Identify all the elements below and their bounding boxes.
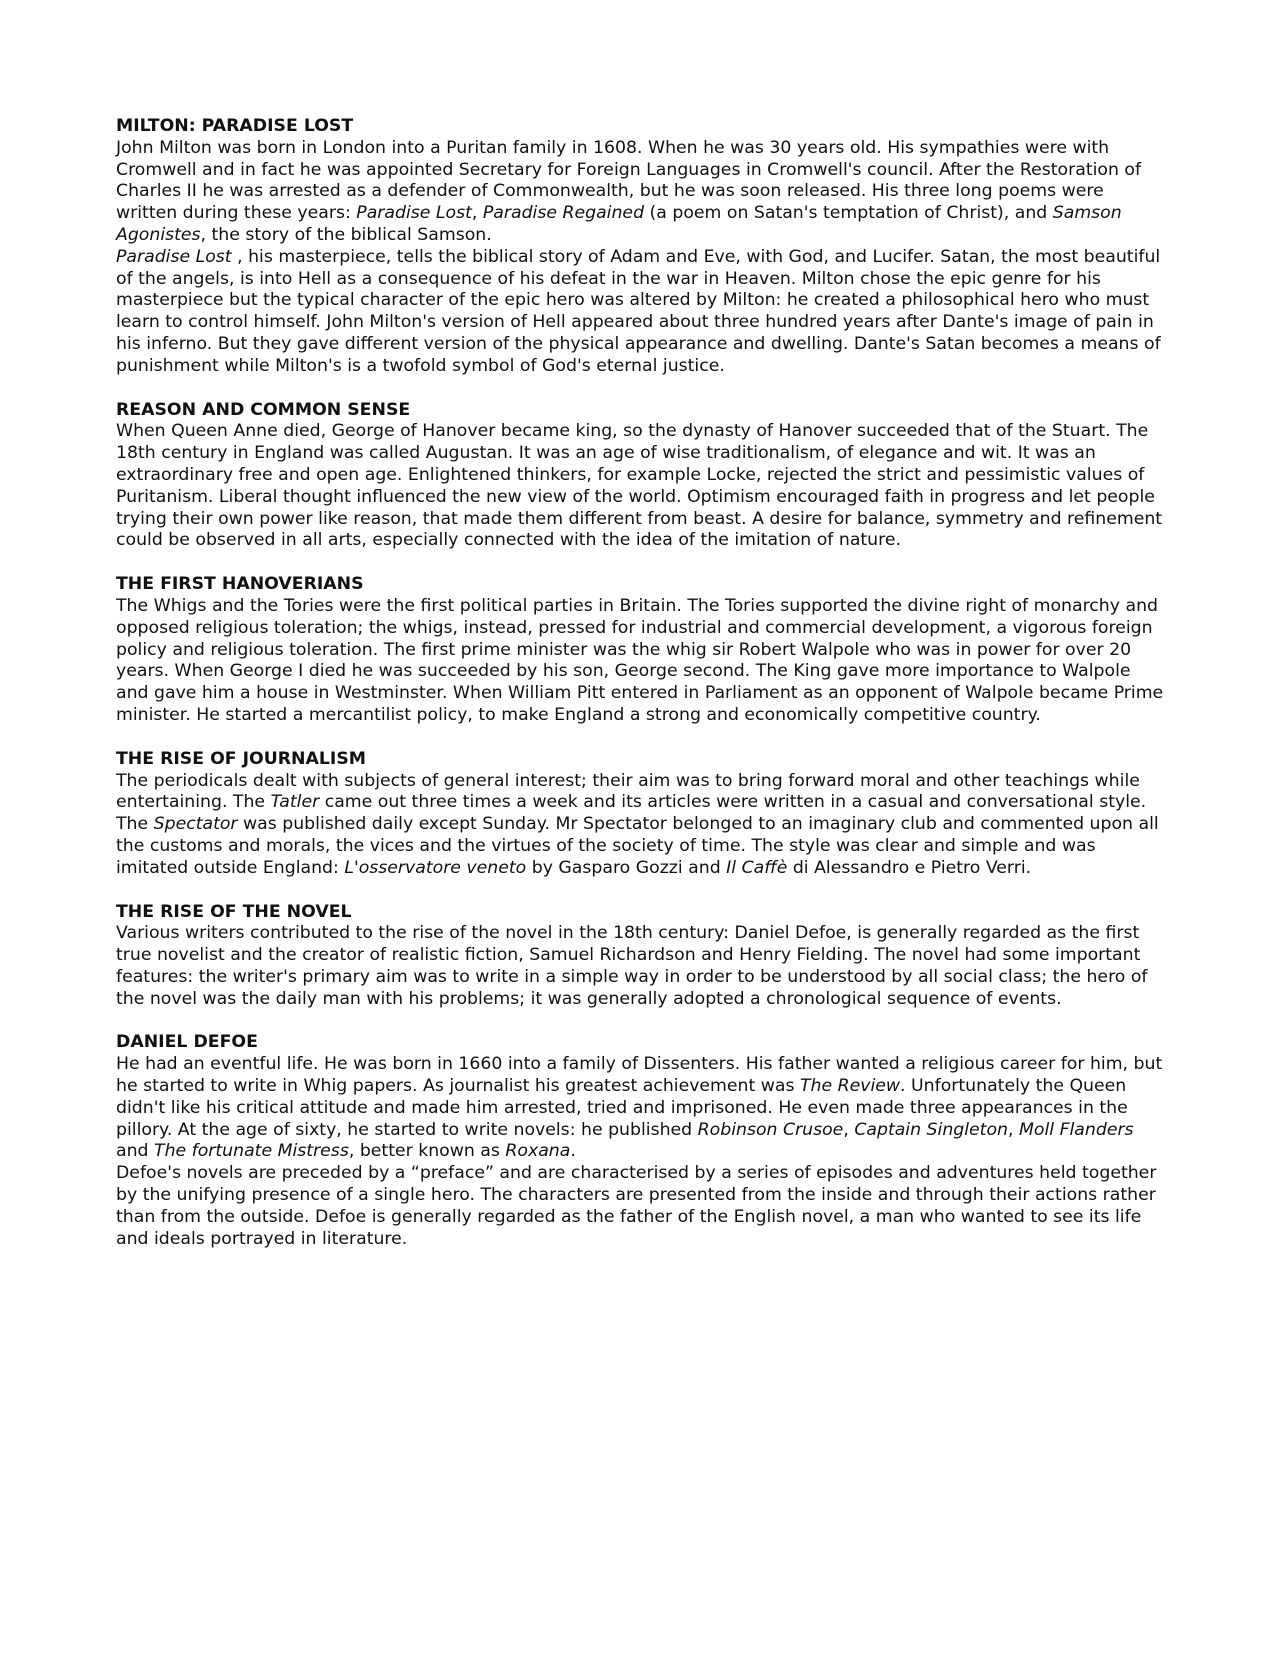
text-run: came out three times a week and its articles were written in a casual and conversational style. The: [116, 792, 1147, 835]
section-heading: REASON AND COMMON SENSE: [116, 399, 411, 420]
italic-title: Robinson Crusoe: [697, 1119, 844, 1140]
text-run: ,: [471, 203, 483, 224]
text-run: John Milton was born in London into a Puritan family in 1608. When he was 30 years old. His sympathies were with Cromwell and in fact he was appointed Secretary for Foreign Languages in Cromwell's council. After the Restoration of Charles II he was arrested as a defender of Commonwealth, but he was soon released. His three long poems were written during these years:: [116, 137, 1142, 224]
italic-title: The fortunate Mistress: [154, 1141, 349, 1162]
text-run: When Queen Anne died, George of Hanover became king, so the dynasty of Hanover succeeded that of the Stuart. The 18th century in England was called Augustan. It was an age of wise traditionalism, of elegance and wit. It was an extraordinary free and open age. Enlightened thinkers, for example Locke, rejected the strict and pessimistic values of Puritanism. Liberal thought influenced the new view of the world. Optimism encouraged faith in progress and let people trying their own power like reason, that made them different from beast. A desire for balance, symmetry and refinement could be observed in all arts, especially connected with the idea of the imitation of nature.: [116, 421, 1163, 551]
italic-title: Il Caffè: [726, 857, 788, 878]
section-heading: THE RISE OF JOURNALISM: [116, 748, 366, 769]
italic-title: Paradise Regained: [482, 203, 645, 224]
text-run: by Gasparo Gozzi and: [526, 857, 727, 878]
italic-title: Samson Agonistes: [116, 203, 1122, 245]
section-paragraph: [116, 138, 1166, 247]
document-section: [116, 400, 1166, 553]
section-paragraph: [116, 421, 1166, 552]
italic-title: Paradise Lost: [116, 246, 232, 267]
section-heading: THE RISE OF THE NOVEL: [116, 901, 352, 922]
text-run: The periodicals dealt with subjects of general interest; their aim was to bring forward moral and other teachings while entertaining. The: [116, 770, 1140, 813]
text-run: He had an eventful life. He was born in 1660 into a family of Dissenters. His father wanted a religious career for him, but he started to write in Whig papers. As journalist his greatest achievement was: [116, 1054, 1163, 1097]
text-run: , better known as: [348, 1141, 506, 1162]
italic-title: Moll Flanders: [1018, 1119, 1134, 1140]
section-heading: DANIEL DEFOE: [116, 1032, 258, 1053]
text-run: , the story of the biblical Samson.: [200, 224, 492, 245]
text-run: ,: [843, 1119, 855, 1140]
document-section: [116, 749, 1166, 880]
italic-title: Spectator: [153, 814, 238, 835]
section-paragraph: [116, 247, 1166, 378]
document-page: [116, 116, 1166, 1272]
section-paragraph: [116, 771, 1166, 880]
italic-title: Tatler: [270, 792, 320, 813]
text-run: di Alessandro e Pietro Verri.: [787, 857, 1032, 878]
text-run: was published daily except Sunday. Mr Spectator belonged to an imaginary club and commented upon all the customs and morals, the vices and the virtues of the society of time. The style was clear and simple and was imitated outside England:: [116, 814, 1159, 878]
italic-title: Captain Singleton: [854, 1119, 1008, 1140]
text-run: ,: [1007, 1119, 1019, 1140]
text-run: . Unfortunately the Queen didn't like his critical attitude and made him arrested, tried and imprisoned. He even made three appearances in the pillory. At the age of sixty, he started to write novels: he published: [116, 1076, 1128, 1140]
italic-title: L'osservatore veneto: [344, 857, 527, 878]
text-run: .: [570, 1141, 576, 1162]
italic-title: Roxana: [505, 1141, 571, 1162]
text-run: , his masterpiece, tells the biblical story of Adam and Eve, with God, and Lucifer. Satan, the most beautiful of the angels, is into Hell as a consequence of his defeat in the war in Heaven. Milton chose the epic genre for his masterpiece but the typical character of the epic hero was altered by Milton: he created a philosophical hero who must learn to control himself. John Milton's version of Hell appeared about three hundred years after Dante's image of pain in his inferno. But they gave different version of the physical appearance and dwelling. Dante's Satan becomes a means of punishment while Milton's is a twofold symbol of God's eternal justice.: [116, 246, 1161, 376]
text-run: Various writers contributed to the rise of the novel in the 18th century: Daniel Defoe, is generally regarded as the first true novelist and the creator of realistic fiction, Samuel Richardson and Henry Fielding. The novel had some important features: the writer's primary aim was to write in a simple way in order to be understood by all social class; the hero of the novel was the daily man with his problems; it was generally adopted a chronological sequence of events.: [116, 923, 1148, 1009]
document-section: [116, 116, 1166, 378]
section-heading: MILTON: PARADISE LOST: [116, 116, 354, 136]
section-paragraph: [116, 1054, 1166, 1163]
document-section: [116, 902, 1166, 1011]
section-paragraph: [116, 923, 1166, 1010]
italic-title: The Review: [799, 1076, 901, 1097]
text-run: Defoe's novels are preceded by a “preface” and are characterised by a series of episodes and adventures held together by the unifying presence of a single hero. The characters are presented from the inside and through their actions rather than from the outside. Defoe is generally regarded as the father of the English novel, a man who wanted to see its life and ideals portrayed in literature.: [116, 1163, 1157, 1249]
text-run: (a poem on Satan's temptation of Christ), and: [644, 203, 1053, 224]
text-run: The Whigs and the Tories were the first political parties in Britain. The Tories supported the divine right of monarchy and opposed religious toleration; the whigs, instead, pressed for industrial and commercial development, a vigorous foreign policy and religious toleration. The first prime minister was the whig sir Robert Walpole who was in power for over 20 years. When George I died he was succeeded by his son, George second. The King gave more importance to Walpole and gave him a house in Westminster. When William Pitt entered in Parliament as an opponent of Walpole became Prime minister. He started a mercantilist policy, to make England a strong and economically competitive country.: [116, 595, 1164, 725]
italic-title: Paradise Lost: [356, 203, 472, 224]
section-paragraph: [116, 596, 1166, 727]
section-heading: THE FIRST HANOVERIANS: [116, 574, 364, 595]
document-section: [116, 574, 1166, 727]
section-paragraph: [116, 1163, 1166, 1250]
document-section: [116, 1032, 1166, 1250]
text-run: and: [116, 1141, 155, 1162]
